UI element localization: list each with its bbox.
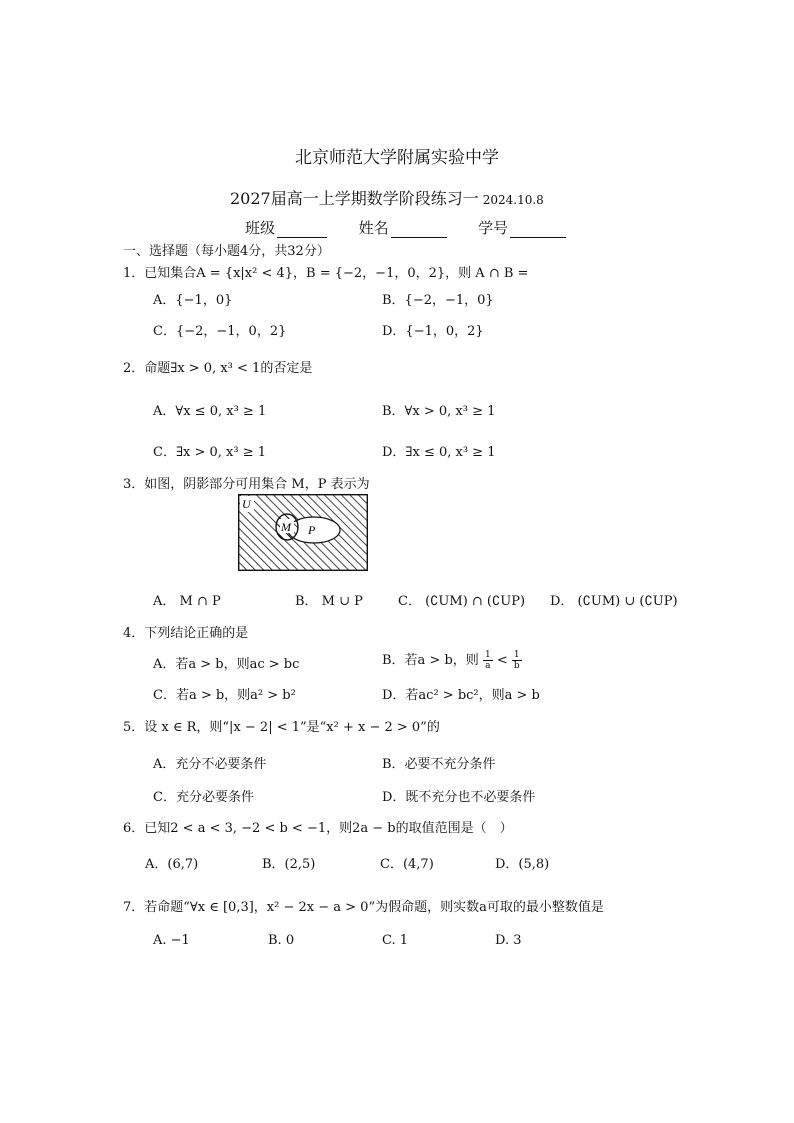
q3-option-d: D． (∁UM) ∪ (∁UP) [550, 594, 678, 609]
q5-option-c: C．充分必要条件 [153, 790, 254, 805]
name-label: 姓名 [358, 219, 389, 237]
exam-title: 2027届高一上学期数学阶段练习一 [230, 189, 479, 208]
q2-option-a: A．∀x ≤ 0, x³ ≥ 1 [153, 404, 267, 419]
venn-label-u: U [242, 497, 251, 511]
q1-option-c: C．{−2，−1，0，2} [153, 324, 287, 339]
id-label: 学号 [478, 219, 509, 237]
q7-stem: 7．若命题“∀x ∈ [0,3]，x² − 2x − a > 0”为假命题，则实数a可取的最小整数值是 [123, 900, 604, 915]
q4-option-a: A．若a > b，则ac > bc [153, 657, 300, 672]
student-info-row [245, 217, 566, 238]
class-label: 班级 [245, 219, 276, 237]
q5-option-a: A．充分不必要条件 [153, 757, 267, 772]
exam-date: 2024.10.8 [482, 193, 544, 207]
q4-less-than: < [496, 653, 508, 668]
q4-option-d: D．若ac² > bc²，则a > b [382, 688, 540, 703]
venn-label-p: P [308, 523, 316, 537]
name-blank[interactable] [391, 223, 447, 238]
q7-option-c: C. 1 [382, 933, 409, 948]
venn-label-m: M [281, 520, 291, 534]
exam-title-line [230, 186, 544, 209]
q7-option-d: D. 3 [495, 933, 522, 948]
q1-stem: 1．已知集合A = {x|x² < 4}，B = {−2，−1，0，2}，则 A ∩ B = [123, 266, 529, 281]
section-title: 一、选择题（每小题4分，共32分） [123, 244, 330, 259]
q4-stem: 4．下列结论正确的是 [123, 626, 249, 641]
q2-option-b: B．∀x > 0, x³ ≥ 1 [382, 404, 496, 419]
school-name: 北京师范大学附属实验中学 [295, 148, 499, 168]
q1-option-b: B．{−2，−1，0} [382, 293, 494, 308]
q6-option-a: A．(6,7) [145, 857, 199, 872]
q4-fraction-1-over-a: $\frac{1}{a}$ [484, 650, 491, 671]
q7-option-a: A. −1 [153, 933, 190, 948]
q5-option-d: D．既不充分也不必要条件 [382, 790, 536, 805]
q3-stem: 3．如图，阴影部分可用集合 M，P 表示为 [123, 477, 370, 492]
q4-option-c: C．若a > b，则a² > b² [153, 688, 296, 703]
q5-option-b: B．必要不充分条件 [382, 757, 496, 772]
class-blank[interactable] [277, 223, 327, 238]
q6-option-c: C．(4,7) [380, 857, 434, 872]
q1-option-d: D．{−1，0，2} [382, 324, 484, 339]
venn-diagram [238, 494, 368, 571]
q3-option-a: A． M ∩ P [153, 594, 221, 609]
q6-stem: 6．已知2 < a < 3, −2 < b < −1，则2a − b的取值范围是（ ） [123, 821, 513, 836]
id-blank[interactable] [510, 223, 566, 238]
q4-option-b-prefix: B．若a > b，则 [382, 653, 479, 668]
q2-option-d: D．∃x ≤ 0, x³ ≥ 1 [382, 445, 496, 460]
q3-option-b: B． M ∪ P [295, 594, 363, 609]
q4-option-b [382, 649, 522, 671]
q5-stem: 5．设 x ∈ R，则“|x − 2| < 1”是“x² + x − 2 > 0”的 [123, 720, 440, 735]
q6-option-d: D．(5,8) [495, 857, 550, 872]
q2-stem: 2．命题∃x > 0, x³ < 1的否定是 [123, 361, 313, 376]
q2-option-c: C．∃x > 0, x³ ≥ 1 [153, 445, 266, 460]
q7-option-b: B. 0 [268, 933, 295, 948]
q4-fraction-1-over-b: $\frac{1}{b}$ [513, 650, 520, 671]
q1-option-a: A．{−1，0} [153, 293, 233, 308]
q3-option-c: C． (∁UM) ∩ (∁UP) [398, 594, 526, 609]
q6-option-b: B．(2,5) [262, 857, 316, 872]
